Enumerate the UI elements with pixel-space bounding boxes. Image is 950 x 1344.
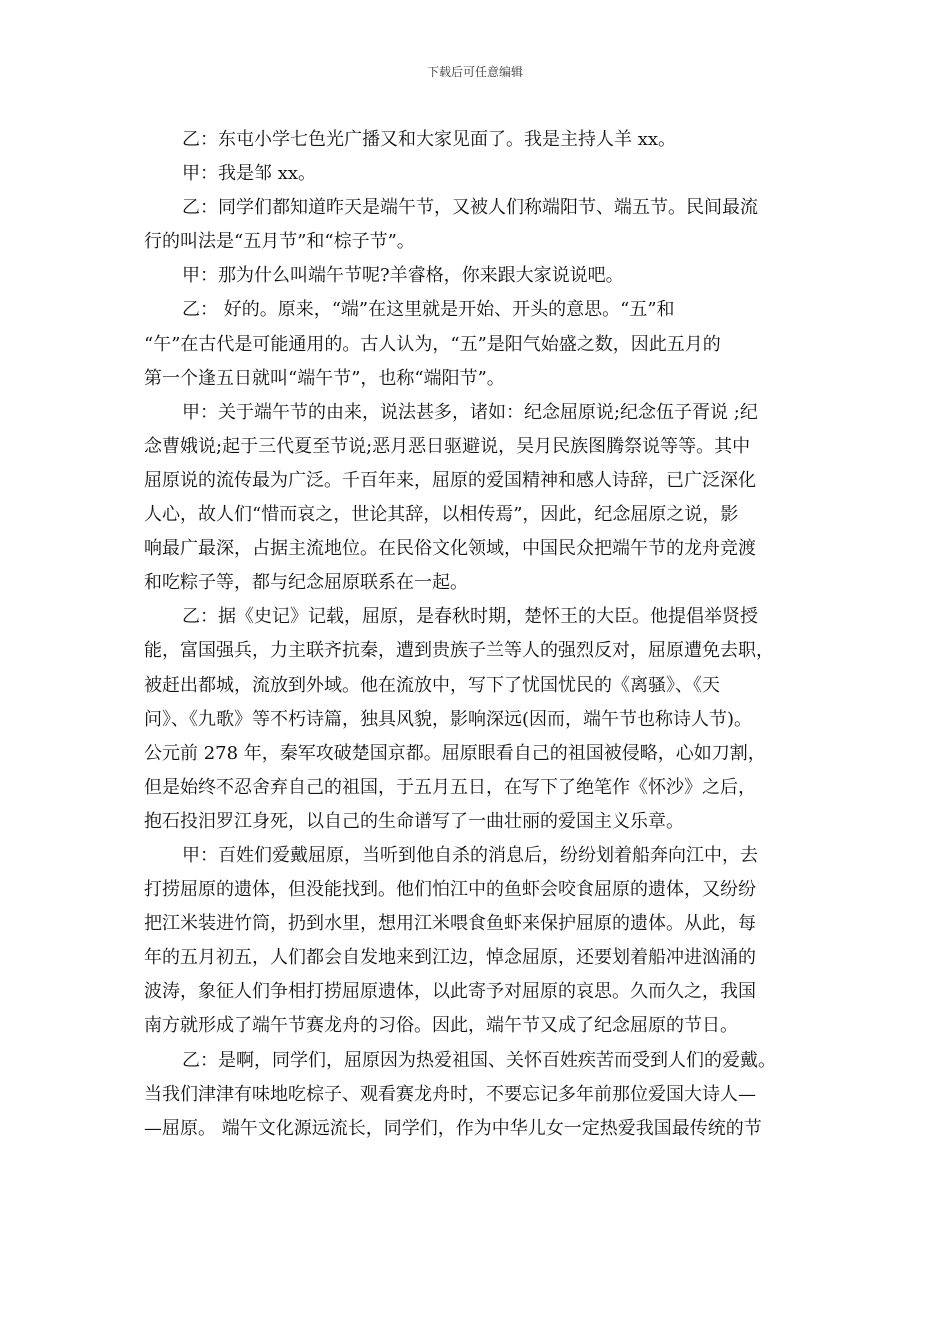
text-line: 打捞屈原的遗体，但没能找到。他们怕江中的鱼虾会咬食屈原的遗体，又纷纷 xyxy=(144,879,756,901)
text-line: 甲：百姓们爱戴屈原，当听到他自杀的消息后，纷纷划着船奔向江中，去 xyxy=(182,844,758,866)
text-line: 波涛，象征人们争相打捞屈原遗体，以此寄予对屈原的哀思。久而久之，我国 xyxy=(144,981,756,1003)
text-line: 能，富国强兵，力主联齐抗秦，遭到贵族子兰等人的强烈反对，屈原遭免去职， xyxy=(144,640,774,662)
text-line: 第一个逢五日就叫“端午节”，也称“端阳节”。 xyxy=(144,367,505,389)
text-line: 和吃粽子等，都与纪念屈原联系在一起。 xyxy=(144,572,468,594)
text-line: 把江米装进竹筒，扔到水里，想用江米喂食鱼虾来保护屈原的遗体。从此，每 xyxy=(144,913,756,935)
text-line: 乙：东屯小学七色光广播又和大家见面了。我是主持人羊 xx。 xyxy=(182,129,677,150)
text-line: 乙： 好的。原来，“端”在这里就是开始、开头的意思。“五”和 xyxy=(182,299,675,321)
document-body xyxy=(144,123,820,1146)
text-line: 南方就形成了端午节赛龙舟的习俗。因此，端午节又成了纪念屈原的节日。 xyxy=(144,1015,738,1037)
text-line: 问》、《九歌》等不朽诗篇，独具风貌，影响深远(因而，端午节也称诗人节)。 xyxy=(144,708,753,730)
text-line: 当我们津津有味地吃棕子、观看赛龙舟时，不要忘记多年前那位爱国大诗人— xyxy=(144,1083,756,1105)
text-line: 乙：是啊，同学们，屈原因为热爱祖国、关怀百姓疾苦而受到人们的爱戴。 xyxy=(182,1049,776,1071)
text-line: 被赶出都城，流放到外域。他在流放中，写下了忧国忧民的《离骚》、《天 xyxy=(144,674,720,696)
text-line: 响最广最深，占据主流地位。在民俗文化领域，中国民众把端午节的龙舟竞渡 xyxy=(144,538,756,560)
text-line: 甲：那为什么叫端午节呢?羊睿格，你来跟大家说说吧。 xyxy=(182,265,624,287)
text-line: 年的五月初五，人们都会自发地来到江边，悼念屈原，还要划着船冲进汹涌的 xyxy=(144,947,756,969)
text-line: 甲：我是邹 xx。 xyxy=(182,163,317,185)
text-line: 人心，故人们“惜而哀之，世论其辞，以相传焉”，因此，纪念屈原之说，影 xyxy=(144,504,739,526)
text-line: 公元前 278 年，秦军攻破楚国京都。屈原眼看自己的祖国被侵略，心如刀割， xyxy=(144,742,766,764)
text-line: 屈原说的流传最为广泛。千百年来，屈原的爱国精神和感人诗辞，已广泛深化 xyxy=(144,469,756,491)
text-line: 乙：同学们都知道昨天是端午节，又被人们称端阳节、端五节。民间最流 xyxy=(182,197,758,219)
text-line: 抱石投汨罗江身死，以自己的生命谱写了一曲壮丽的爱国主义乐章。 xyxy=(144,810,684,832)
text-line: 行的叫法是“五月节”和“棕子节”。 xyxy=(144,231,415,253)
text-line: 念曹娥说;起于三代夏至节说;恶月恶日驱避说，吴月民族图腾祭说等等。其中 xyxy=(144,435,751,457)
text-line: 甲：关于端午节的由来，说法甚多，诸如：纪念屈原说;纪念伍子胥说 ;纪 xyxy=(182,401,758,423)
text-line: 乙：据《史记》记载，屈原，是春秋时期，楚怀王的大臣。他提倡举贤授 xyxy=(182,606,758,628)
page-header: 下载后可任意编辑 xyxy=(426,65,523,79)
text-line: “午”在古代是可能通用的。古人认为，“五”是阳气始盛之数，因此五月的 xyxy=(144,333,721,355)
text-line: —屈原。 端午文化源远流长，同学们，作为中华儿女一定热爱我国最传统的节 xyxy=(144,1117,762,1139)
text-line: 但是始终不忍舍弃自己的祖国，于五月五日，在写下了绝笔作《怀沙》之后， xyxy=(144,776,756,798)
